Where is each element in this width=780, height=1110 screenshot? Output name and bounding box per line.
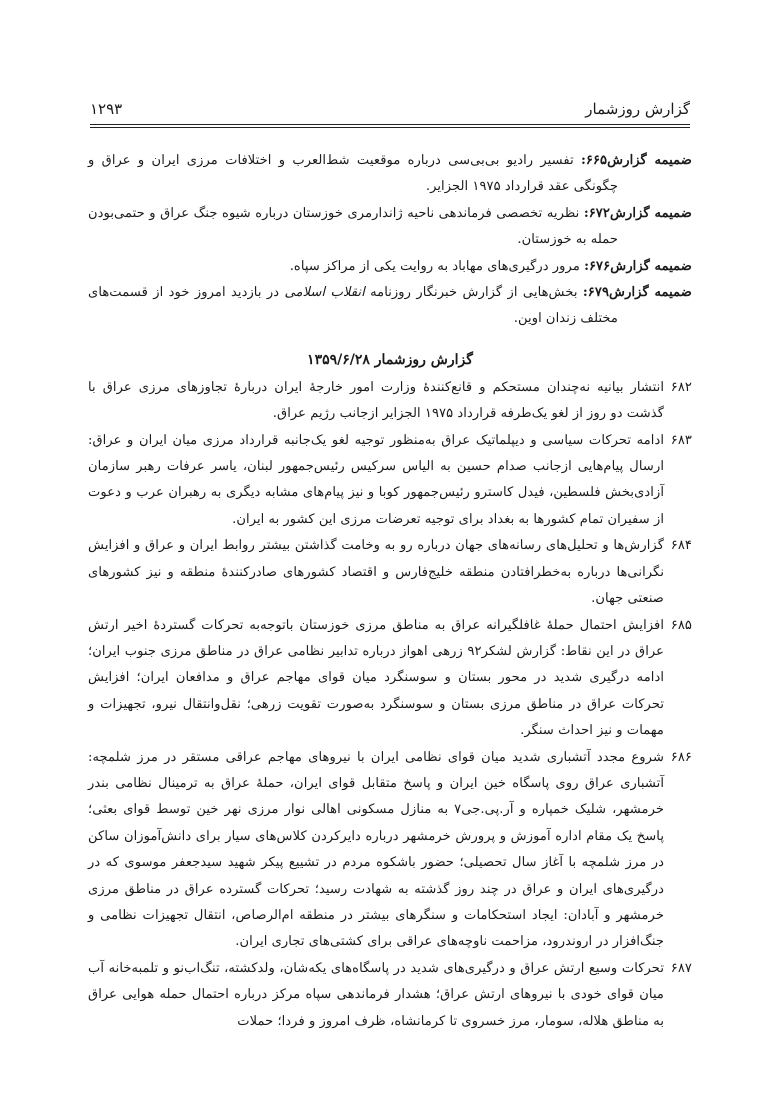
- header-rule: [90, 124, 690, 125]
- header-rule-double: [90, 127, 690, 128]
- annex-item: [88, 201, 692, 254]
- report-entry: [88, 428, 692, 534]
- annex-text: مرور درگیری‌های مهاباد به روایت یکی از مراکز سپاه.: [289, 258, 585, 274]
- annex-label: ضمیمه گزارش۶۷۹:: [582, 285, 692, 301]
- annex-text: تفسیر رادیو بی‌بی‌سی درباره موقعیت شط‌العرب و اختلافات مرزی ایران و عراق و چگونگی عقد قرارداد ۱۹۷۵ الجزایر.: [88, 153, 618, 195]
- report-entry: [88, 745, 692, 956]
- report-entry: [88, 613, 692, 745]
- entry-text: انتشار بیانیه نه‌چندان مستحکم و قانع‌کنندهٔ وزارت امور خارجهٔ ایران دربارهٔ تجاوزهای مرزی عراق با گذشت دو روز از لغو یک‌طرفه قرارداد ۱۹۷۵ الجزایر ازجانب رژیم عراق.: [88, 379, 664, 422]
- annex-item: [88, 280, 692, 333]
- entry-number: ۶۸۷: [670, 960, 692, 976]
- report-entry: [88, 956, 692, 1035]
- header-title: گزارش روزشمار: [585, 100, 690, 118]
- report-entry: [88, 375, 692, 428]
- entry-text: تحرکات وسیع ارتش عراق و درگیری‌های شدید در پاسگاه‌های یکه‌شان، ولدکشته، تنگ‌اب‌نو و تلمبه‌خانه آب میان قوای خودی با نیروهای ارتش عراق؛ هشدار فرماندهی سپاه مرکز درباره احتمال حمله هوایی عراق به مناطق هلاله، سومار، مرز خسروی تا کرمانشاه، ظرف امروز و فردا؛ حملات: [88, 960, 664, 1029]
- annex-item: [88, 254, 692, 280]
- annex-text: نظریه تخصصی فرماندهی ناحیه ژاندارمری خوزستان درباره شیوه جنگ عراق و حتمی‌بودن حمله به خوزستان.: [88, 205, 618, 248]
- page-number: ۱۲۹۳: [90, 100, 123, 118]
- report-entry: [88, 533, 692, 612]
- page-body: [88, 148, 692, 1035]
- annex-label: ضمیمه گزارش۶۶۵:: [581, 153, 692, 168]
- section-title: گزارش روزشمار ۱۳۵۹/۶/۲۸: [307, 351, 473, 368]
- running-header: [90, 94, 690, 118]
- annex-label: ضمیمه گزارش۶۷۲:: [583, 205, 692, 221]
- entry-text: ادامه تحرکات سیاسی و دیپلماتیک عراق به‌منظور توجیه لغو یک‌جانبه قرارداد مرزی میان ایران و عراق: ارسال پیام‌هایی ازجانب صدام حسین به الیاس سرکیس رئیس‌جمهور لبنان، یاسر عرفات رهبر سازمان آزادی‌بخش فلسطین، فیدل کاسترو رئیس‌جمهور کوبا و نیز پیام‌های مشابه دیگری به رهبران عرب و دعوت از سفیران تمام کشورها به بغداد برای توجیه تعرضات مرزی این کشور به ایران.: [88, 432, 664, 527]
- entry-number: ۶۸۴: [670, 538, 692, 554]
- entry-text: گزارش‌ها و تحلیل‌های رسانه‌های جهان درباره رو به وخامت گذاشتن بیشتر روابط ایران و عراق و افزایش نگرانی‌ها درباره به‌خطرافتادن منطقه خلیج‌فارس و اقتصاد کشورهای صادرکنندهٔ منطقه و نیز کشورهای صنعتی جهان.: [88, 538, 664, 607]
- entry-number: ۶۸۲: [670, 379, 692, 395]
- entry-number: ۶۸۶: [670, 749, 692, 765]
- entry-number: ۶۸۳: [670, 432, 692, 448]
- entry-text: شروع مجدد آتشباری شدید میان قوای نظامی ایران با نیروهای مهاجم عراقی مستقر در مرز شلمچه: آتشباری عراق روی پاسگاه خین ایران و پاسخ متقابل قوای ایران، حملهٔ عراق به ترمینال نظامی بندر خرمشهر، شلیک خمپاره و آر.پی.جی۷ به منازل مسکونی اهالی نوار مرزی نهر خین توسط قوای بعثی؛ پاسخ یک مقام اداره آموزش و پرورش خرمشهر درباره دایرکردن کلاس‌های سیار برای دانش‌آموزان ساکن در مرز شلمچه با آغاز سال تحصیلی؛ حضور باشکوه مردم در تشییع پیکر شهید سیدجعفر موسوی که در درگیری‌های ایران و عراق در چند روز گذشته به شهادت رسید؛ تحرکات گسترده عراق در مناطق مرزی خرمشهر و آبادان: ایجاد استحکامات و سنگرهای بیشتر در منطقه ام‌الرصاص، انتقال تجهیزات نظامی و جنگ‌افزار در اروندرود، مزاحمت ناوچه‌های عراقی برای کشتی‌های تجاری ایران.: [88, 749, 665, 950]
- entry-number: ۶۸۵: [670, 617, 692, 633]
- annex-text: بخش‌هایی از گزارش خبرنگار روزنامه: [364, 285, 583, 301]
- entry-text: افزایش احتمال حملهٔ غافلگیرانه عراق به مناطق مرزی خوزستان باتوجه‌به تحرکات گستردهٔ اخیر ارتش عراق در این نقاط: گزارش لشکر۹۲ زرهی اهواز درباره تدابیر نظامی عراق در مناطق مرزی جنوب ایران؛ ادامه درگیری شدید در محور بستان و سوسنگرد میان قوای مهاجم عراق و مدافعان ایران؛ افزایش تحرکات عراق در مناطق مرزی بستان و سوسنگرد به‌صورت تقویت زرهی؛ نقل‌وانتقال نیرو، تجهیزات و مهمات و نیز احداث سنگر.: [88, 617, 664, 739]
- newspaper-name: انقلاب اسلامی: [284, 285, 365, 301]
- annex-text: در بازدید امروز خود از قسمت‌های مختلف زندان اوین.: [88, 285, 618, 327]
- annex-label: ضمیمه گزارش۶۷۶:: [584, 258, 692, 274]
- annex-item: [88, 148, 692, 201]
